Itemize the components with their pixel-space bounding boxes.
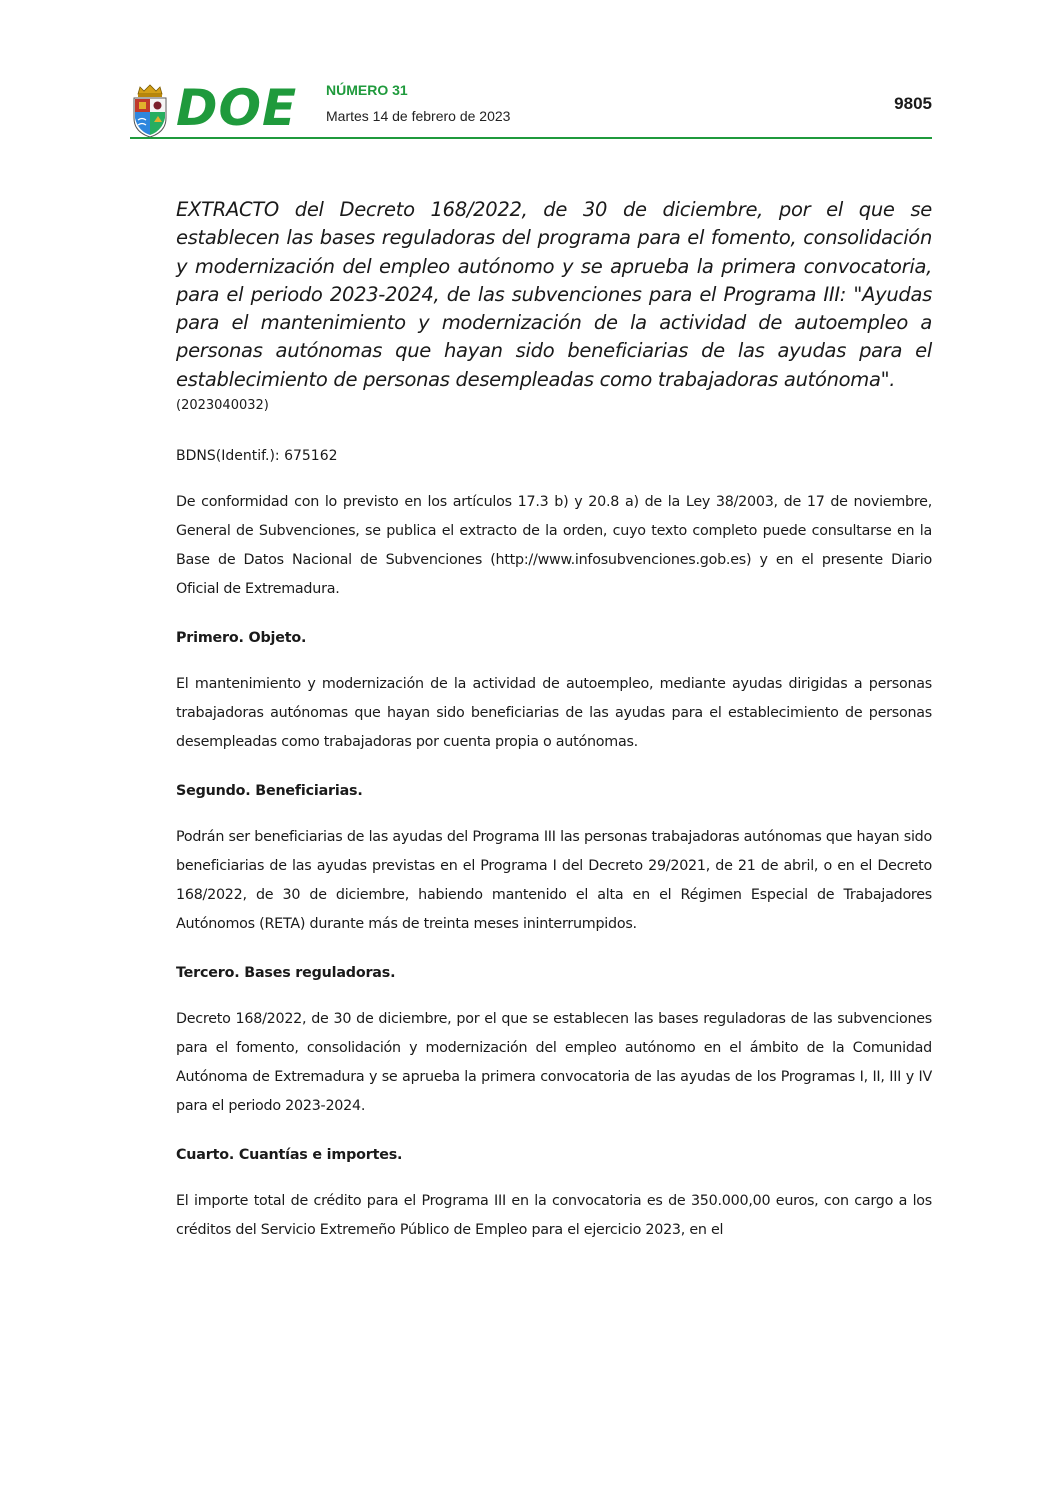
section-body-beneficiarias: Podrán ser beneficiarias de las ayudas del Programa III las personas trabajadoras autónomas que hayan sido beneficiarias de las ayudas previstas en el Programa I del Decreto 29/2021, de 21 de abril, o en el Decreto 168/2022, de 30 de diciembre, habiendo mantenido el alta en el Régimen Especial de Trabajadores Autónomos (RETA) durante más de treinta meses ininterrumpidos. [176, 829, 932, 933]
document-code: (2023040032) [176, 398, 269, 414]
document-body [176, 196, 932, 1245]
intro-paragraph: De conformidad con lo previsto en los artículos 17.3 b) y 20.8 a) de la Ley 38/2003, de 17 de noviembre, General de Subvenciones, se publica el extracto de la orden, cuyo texto completo puede consultarse en la Base de Datos Nacional de Subvenciones (http://www.infosubvenciones.gob.es) y en el presente Diario Oficial de Extremadura. [176, 494, 932, 598]
bdns-identifier: BDNS(Identif.): 675162 [176, 448, 338, 465]
section-body-objeto: El mantenimiento y modernización de la actividad de autoempleo, mediante ayudas dirigidas a personas trabajadoras autónomas que hayan sido beneficiarias de las ayudas para el establecimiento de personas desempleadas como trabajadoras por cuenta propia o autónomas. [176, 676, 932, 751]
issue-number: NÚMERO 31 [326, 82, 408, 98]
document-title: EXTRACTO del Decreto 168/2022, de 30 de diciembre, por el que se establecen las bases reguladoras del programa para el fomento, consolidación y modernización del empleo autónomo y se aprueba la primera convocatoria, para el periodo 2023-2024, de las subvenciones para el Programa III: "Ayudas para el mantenimiento y modernización de la actividad de autoempleo a personas autónomas que hayan sido beneficiarias de las ayudas para el establecimiento de personas desempleadas como trabajadoras autónoma". [176, 198, 932, 391]
section-heading-cuantias: Cuarto. Cuantías e importes. [176, 1147, 403, 1164]
header-divider [130, 137, 932, 139]
doe-logo: DOE [176, 79, 298, 137]
section-body-bases: Decreto 168/2022, de 30 de diciembre, por el que se establecen las bases reguladoras de las subvenciones para el fomento, consolidación y modernización del empleo autónomo en el ámbito de la Comunidad Autónoma de Extremadura y se aprueba la primera convocatoria de las ayudas de los Programas I, II, III y IV para el periodo 2023-2024. [176, 1011, 932, 1115]
section-body-cuantias: El importe total de crédito para el Programa III en la convocatoria es de 350.000,00 euros, con cargo a los créditos del Servicio Extremeño Público de Empleo para el ejercicio 2023, en el [176, 1193, 932, 1239]
issue-date: Martes 14 de febrero de 2023 [326, 108, 511, 124]
section-heading-objeto: Primero. Objeto. [176, 630, 307, 647]
page-header [130, 80, 932, 140]
page-number: 9805 [894, 94, 932, 113]
section-heading-beneficiarias: Segundo. Beneficiarias. [176, 783, 363, 800]
coat-of-arms-icon [130, 84, 170, 138]
section-heading-bases: Tercero. Bases reguladoras. [176, 965, 396, 982]
